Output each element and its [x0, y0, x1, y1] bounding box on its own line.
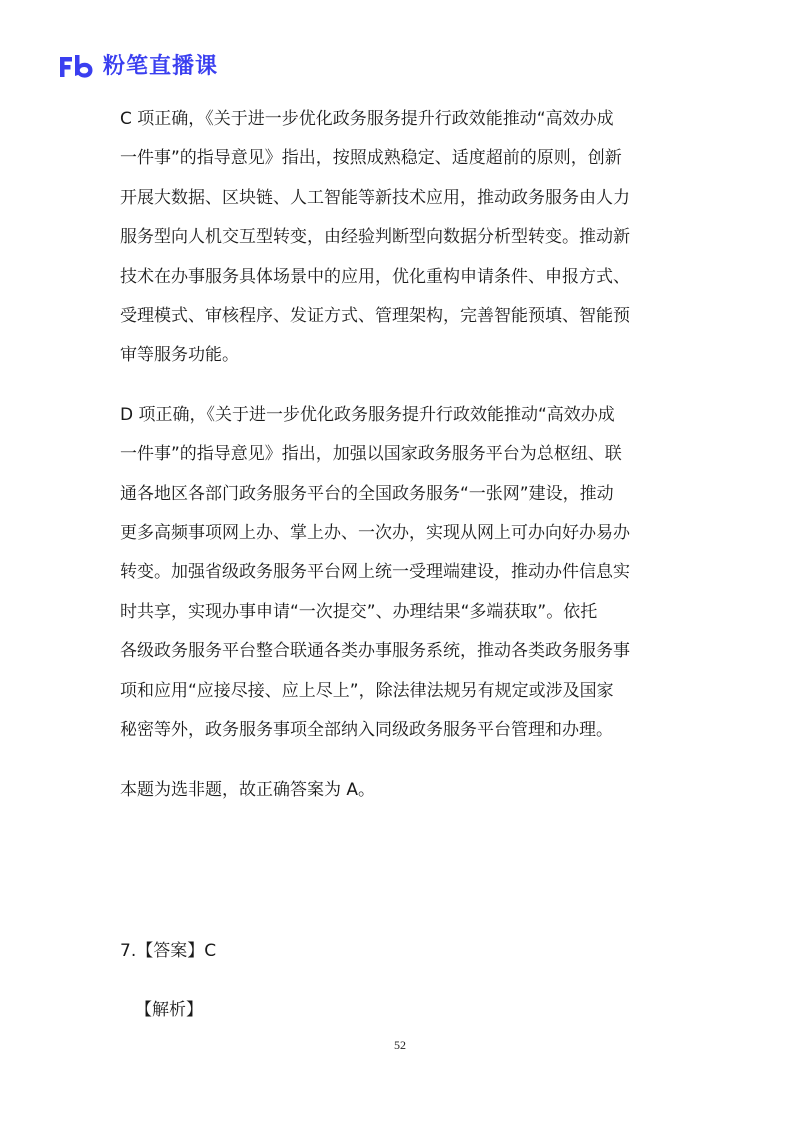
text-line: 开展大数据、区块链、人工智能等新技术应用，推动政务服务由人力	[120, 187, 630, 208]
text-line: 通各地区各部门政务服务平台的全国政务服务“一张网”建设，推动	[120, 483, 614, 504]
brand-text: 粉笔直播课	[103, 54, 219, 79]
document-body	[120, 100, 680, 810]
paragraph-conclusion	[120, 771, 680, 810]
paragraph-option-c	[120, 100, 680, 376]
paragraph-option-d	[120, 396, 680, 751]
text-line: 各级政务服务平台整合联通各类办事服务系统，推动各类政务服务事	[120, 641, 630, 662]
text-line: 转变。加强省级政务服务平台网上统一受理端建设，推动办件信息实	[120, 562, 630, 583]
text-line: 一件事”的指导意见》指出，加强以国家政务服务平台为总枢纽、联	[120, 444, 622, 465]
analysis-label: 【解析】	[135, 1000, 203, 1020]
text-line: 时共享，实现办事申请“一次提交”、办理结果“多端获取”。依托	[120, 601, 598, 622]
header	[57, 53, 218, 81]
text-line: 更多高频事项网上办、掌上办、一次办，实现从网上可办向好办易办	[120, 523, 630, 544]
text-line: 受理模式、审核程序、发证方式、管理架构，完善智能预填、智能预	[120, 306, 630, 327]
text-line: 审等服务功能。	[120, 345, 239, 366]
text-line: 一件事”的指导意见》指出，按照成熟稳定、适度超前的原则，创新	[120, 148, 622, 169]
text-line: 本题为选非题，故正确答案为 A。	[120, 779, 376, 800]
text-line: 项和应用“应接尽接、应上尽上”，除法律法规另有规定或涉及国家	[120, 680, 614, 701]
text-line: 服务型向人机交互型转变，由经验判断型向数据分析型转变。推动新	[120, 227, 630, 248]
text-line: D 项正确，《关于进一步优化政务服务提升行政效能推动“高效办成	[120, 404, 615, 425]
text-line: C 项正确，《关于进一步优化政务服务提升行政效能推动“高效办成	[120, 109, 614, 129]
text-line: 技术在办事服务具体场景中的应用，优化重构申请条件、申报方式、	[120, 266, 630, 287]
answer-line: 7.【答案】C	[120, 941, 217, 961]
text-line: 秘密等外，政务服务事项全部纳入同级政务服务平台管理和办理。	[120, 720, 613, 741]
fb-logo-icon	[57, 53, 97, 81]
page-number: 52	[394, 1038, 406, 1052]
